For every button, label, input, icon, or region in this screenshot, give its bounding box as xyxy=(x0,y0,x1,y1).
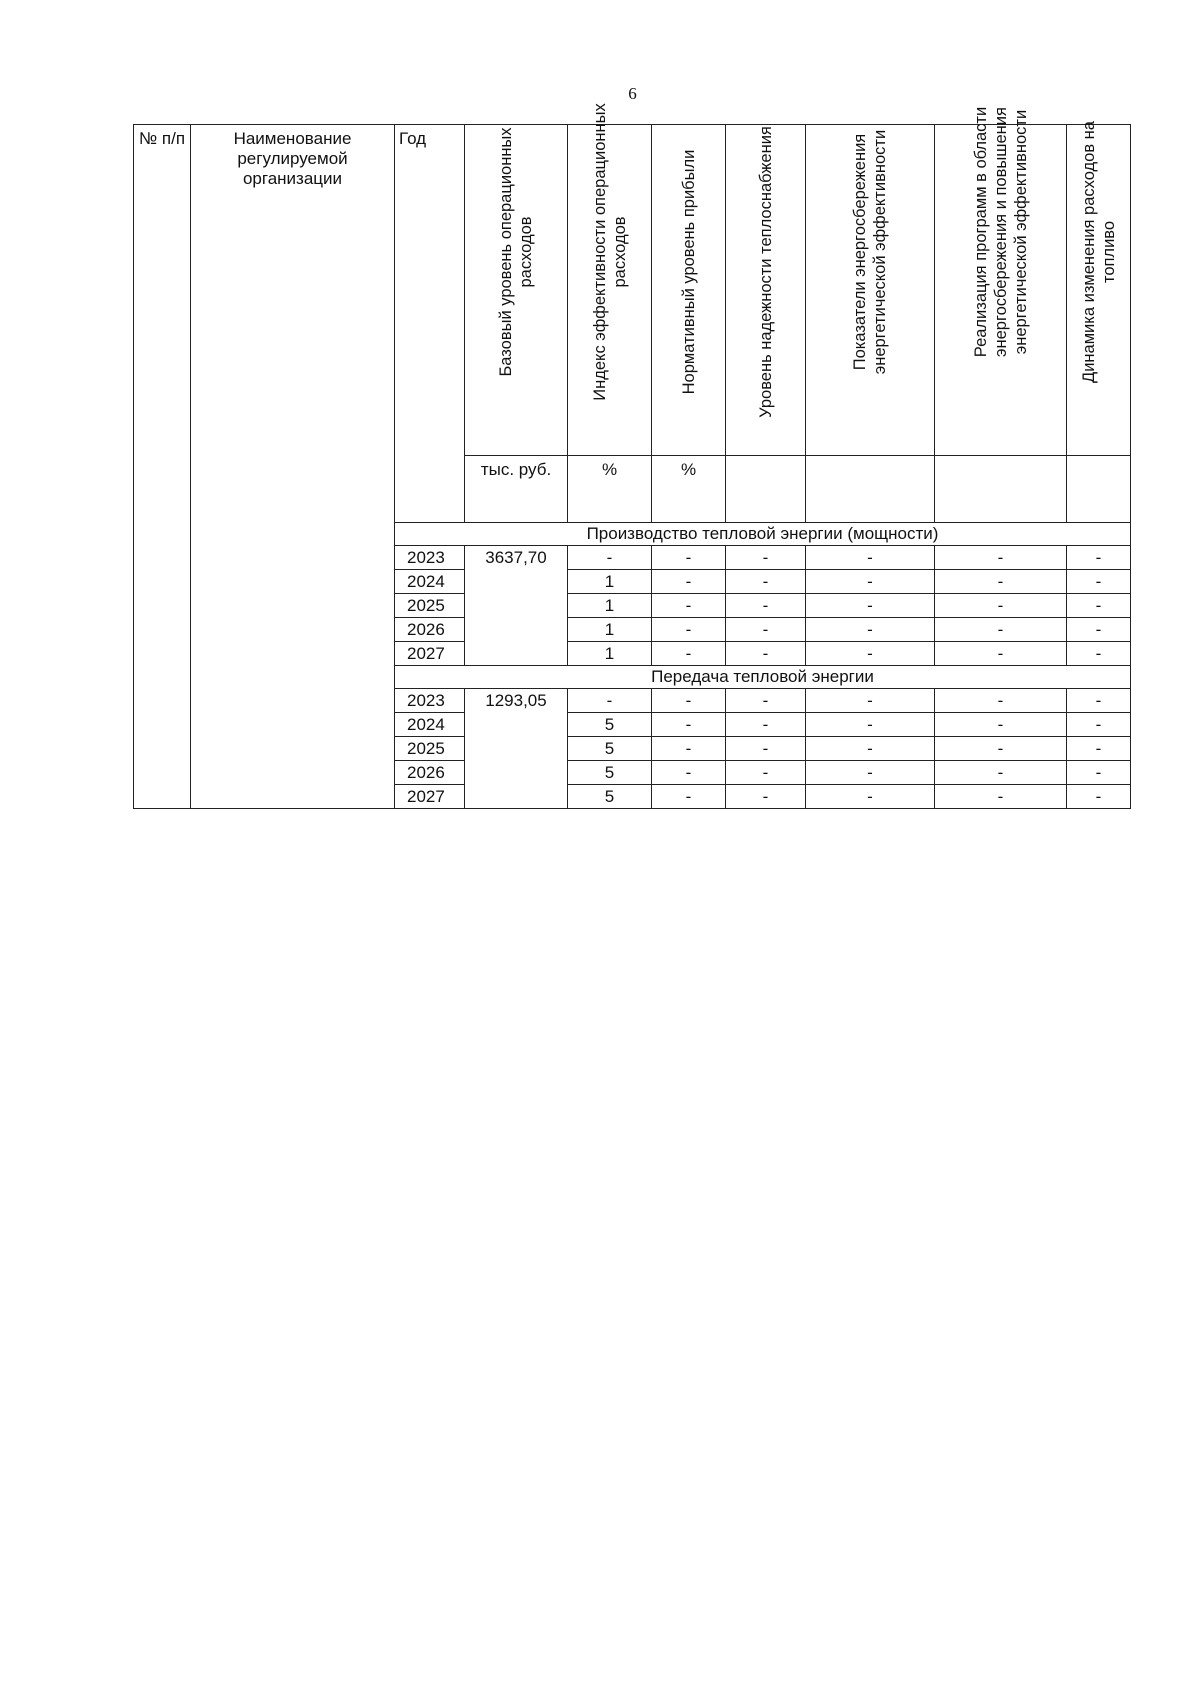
indicators-table xyxy=(133,103,1131,809)
index-cell: 1 xyxy=(568,618,652,642)
programs-cell: - xyxy=(935,570,1067,594)
year-cell: 2023 xyxy=(395,689,465,713)
unit-base-level: тыс. руб. xyxy=(465,456,568,523)
unit-programs xyxy=(935,456,1067,523)
saving-cell: - xyxy=(806,713,935,737)
reliability-cell: - xyxy=(726,713,806,737)
programs-cell: - xyxy=(935,785,1067,809)
programs-cell: - xyxy=(935,618,1067,642)
reliability-cell: - xyxy=(726,785,806,809)
header-fuel-dynamics-text: Динамика изменения расходов на топливо xyxy=(1079,121,1118,383)
reliability-cell: - xyxy=(726,618,806,642)
header-energy-saving xyxy=(806,125,935,456)
header-base-level-text: Базовый уровень операционных расходов xyxy=(497,127,535,377)
header-name: Наименование регулируемой организации xyxy=(191,125,395,809)
saving-cell: - xyxy=(806,737,935,761)
fuel-cell: - xyxy=(1067,785,1131,809)
index-cell: 5 xyxy=(568,713,652,737)
header-year: Год xyxy=(395,125,465,523)
unit-reliability xyxy=(726,456,806,523)
saving-cell: - xyxy=(806,761,935,785)
fuel-cell: - xyxy=(1067,713,1131,737)
fuel-cell: - xyxy=(1067,689,1131,713)
programs-cell: - xyxy=(935,642,1067,666)
year-cell: 2024 xyxy=(395,713,465,737)
reliability-cell: - xyxy=(726,737,806,761)
year-cell: 2026 xyxy=(395,761,465,785)
saving-cell: - xyxy=(806,594,935,618)
year-cell: 2023 xyxy=(395,546,465,570)
index-cell: - xyxy=(568,546,652,570)
header-energy-saving-text: Показатели энергосбережения энергетической эффективности xyxy=(851,129,889,375)
saving-cell: - xyxy=(806,785,935,809)
saving-cell: - xyxy=(806,642,935,666)
programs-cell: - xyxy=(935,546,1067,570)
header-efficiency-index-text: Индекс эффективности операционных расходов xyxy=(590,103,629,401)
header-fuel-dynamics xyxy=(1067,121,1131,456)
base-level-value: 3637,70 xyxy=(465,546,568,666)
profit-cell: - xyxy=(652,546,726,570)
profit-cell: - xyxy=(652,642,726,666)
index-cell: 5 xyxy=(568,737,652,761)
fuel-cell: - xyxy=(1067,618,1131,642)
base-level-value: 1293,05 xyxy=(465,689,568,809)
programs-cell: - xyxy=(935,689,1067,713)
header-normative-profit xyxy=(652,125,726,456)
programs-cell: - xyxy=(935,737,1067,761)
index-cell: 1 xyxy=(568,594,652,618)
header-reliability-text: Уровень надежности теплоснабжения xyxy=(756,126,775,418)
reliability-cell: - xyxy=(726,761,806,785)
year-cell: 2024 xyxy=(395,570,465,594)
fuel-cell: - xyxy=(1067,594,1131,618)
profit-cell: - xyxy=(652,761,726,785)
index-cell: 5 xyxy=(568,785,652,809)
programs-cell: - xyxy=(935,594,1067,618)
fuel-cell: - xyxy=(1067,546,1131,570)
header-reliability xyxy=(726,125,806,456)
saving-cell: - xyxy=(806,618,935,642)
fuel-cell: - xyxy=(1067,737,1131,761)
fuel-cell: - xyxy=(1067,570,1131,594)
header-base-level xyxy=(465,125,568,456)
saving-cell: - xyxy=(806,570,935,594)
year-cell: 2025 xyxy=(395,594,465,618)
reliability-cell: - xyxy=(726,546,806,570)
profit-cell: - xyxy=(652,618,726,642)
unit-efficiency-index: % xyxy=(568,456,652,523)
profit-cell: - xyxy=(652,689,726,713)
header-programs xyxy=(935,106,1067,456)
year-cell: 2027 xyxy=(395,642,465,666)
page-number: 6 xyxy=(628,84,637,103)
reliability-cell: - xyxy=(726,594,806,618)
saving-cell: - xyxy=(806,546,935,570)
header-num: № п/п xyxy=(134,125,191,809)
header-row xyxy=(134,125,1131,456)
index-cell: 1 xyxy=(568,642,652,666)
reliability-cell: - xyxy=(726,570,806,594)
unit-fuel-dynamics xyxy=(1067,456,1131,523)
unit-normative-profit: % xyxy=(652,456,726,523)
year-cell: 2026 xyxy=(395,618,465,642)
reliability-cell: - xyxy=(726,642,806,666)
index-cell: 1 xyxy=(568,570,652,594)
index-cell: - xyxy=(568,689,652,713)
profit-cell: - xyxy=(652,713,726,737)
profit-cell: - xyxy=(652,737,726,761)
header-programs-text: Реализация программ в области энергосбережения и повышения энергетической эффективности xyxy=(971,106,1030,358)
fuel-cell: - xyxy=(1067,761,1131,785)
unit-energy-saving xyxy=(806,456,935,523)
profit-cell: - xyxy=(652,594,726,618)
year-cell: 2027 xyxy=(395,785,465,809)
programs-cell: - xyxy=(935,761,1067,785)
reliability-cell: - xyxy=(726,689,806,713)
programs-cell: - xyxy=(935,713,1067,737)
header-normative-profit-text: Нормативный уровень прибыли xyxy=(679,149,698,395)
profit-cell: - xyxy=(652,785,726,809)
section-title: Передача тепловой энергии xyxy=(395,666,1131,689)
header-efficiency-index xyxy=(568,103,652,456)
profit-cell: - xyxy=(652,570,726,594)
section-title: Производство тепловой энергии (мощности) xyxy=(395,523,1131,546)
index-cell: 5 xyxy=(568,761,652,785)
year-cell: 2025 xyxy=(395,737,465,761)
saving-cell: - xyxy=(806,689,935,713)
fuel-cell: - xyxy=(1067,642,1131,666)
